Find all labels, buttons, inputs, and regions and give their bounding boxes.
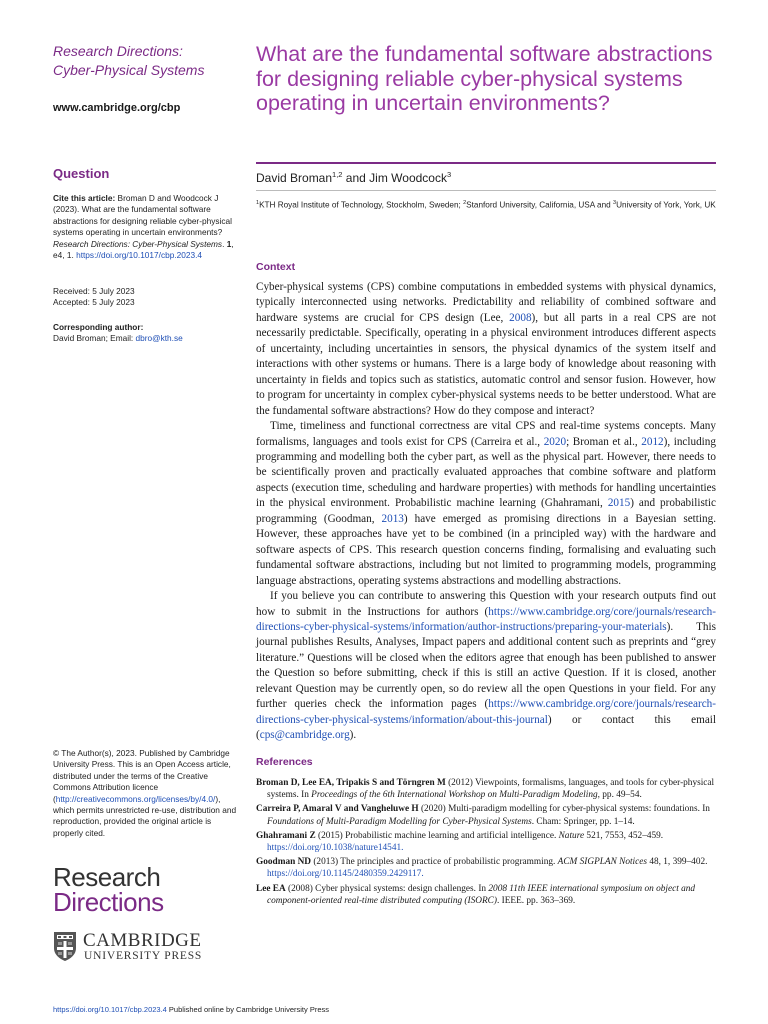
citation-vol-post: , e4, 1.	[53, 238, 234, 261]
aff-2: Stanford University, California, USA and	[466, 200, 613, 210]
citation-block	[53, 193, 243, 261]
author-1-sup: 1,2	[332, 170, 343, 179]
ref-venue: Foundations of Multi-Paradigm Modelling for Cyber-Physical Systems	[267, 816, 532, 827]
paragraph-2	[256, 419, 716, 589]
section-heading-references: References	[256, 756, 313, 768]
citation-vol-pre: .	[222, 238, 227, 249]
citation-label: Cite this article:	[53, 193, 116, 203]
cup-name: CAMBRIDGE	[83, 930, 202, 951]
article-type: Question	[53, 166, 110, 181]
rd-logo-line1: Research	[53, 862, 161, 892]
ref-text: (2013) The principles and practice of probabilistic programming.	[311, 857, 558, 868]
p2-text-c: ), including programming and modelling both the cyber part, as well as the physical part. However, there needs to be scientifically proven and practically evaluated approaches that combine software and platform aspects (execution time, scheduling and hardware properties) with methods for handling uncertainties in the physical environment. Probabilistic machine learning (Ghahramani,	[256, 435, 716, 510]
cite-lee-2008[interactable]: 2008	[509, 311, 532, 324]
p1-text-a: Cyber-physical systems (CPS) combine computations in embedded systems with physical dynamics, typically interconnected using networks. Predictability and reliability of combined software and hardware systems are crucial for CPS design (Lee,	[256, 281, 716, 324]
affiliations	[256, 197, 716, 212]
page-footer	[53, 1005, 329, 1014]
corresponding-email-link[interactable]: dbro@kth.se	[135, 333, 183, 344]
section-heading-context: Context	[256, 261, 296, 273]
received-date: Received: 5 July 2023	[53, 286, 135, 296]
author-2-sup: 3	[446, 170, 452, 179]
ref-authors: Lee EA	[256, 883, 286, 894]
contact-email-link[interactable]: cps@cambridge.org	[259, 729, 350, 742]
ref-doi-link[interactable]: https://doi.org/10.1145/2480359.2429117.	[267, 869, 424, 880]
about-journal-link[interactable]: https://www.cambridge.org/core/journals/research-directions-cyber-physical-systems/information/about-this-journal	[256, 698, 716, 726]
author-instructions-link[interactable]: https://www.cambridge.org/core/journals/research-directions-cyber-physical-systems/information/author-instructions/preparing-your-materials	[256, 605, 716, 633]
paragraph-1	[256, 280, 716, 419]
p2-text-d: ) and probabilistic programming (Goodman,	[256, 497, 716, 525]
p3-text-c: ) or contact this email (	[256, 713, 716, 742]
license-link[interactable]: http://creativecommons.org/licenses/by/4.0/	[55, 793, 216, 804]
citation-text: Broman D and Woodcock J (2023). What are the fundamental software abstractions for designing reliable cyber-physical systems operating in uncertain environments?	[53, 193, 232, 238]
aff-1: KTH Royal Institute of Technology, Stockholm, Sweden;	[259, 200, 464, 210]
aff-3-sup: 3	[613, 200, 617, 206]
reference-item	[256, 883, 716, 907]
citation-doi-link[interactable]: https://doi.org/10.1017/cbp.2023.4	[76, 250, 203, 261]
p3-text-b: ). This journal publishes Results, Analyses, Impact papers and additional content such as preprints and “grey literature.” Questions will be closed when the editors agree that enough has been published to answer the Question so before submitting, check if this is still an active Question. If it is closed, another relevant Question may be currently open, so do review all the open Questions in your field. For any further queries check the information pages (	[256, 620, 716, 711]
cite-broman-2012[interactable]: 2012	[641, 435, 664, 448]
p2-text-e: ) have emerged as promising directions in a Bayesian setting. However, these approaches have yet to be combined (in a principled way) with the hardware and software aspects of CPS. This research question concerns finding, formalising and evaluating such fundamental software abstractions, including but not limited to programming models, programming language abstractions, operating systems abstractions and modelling abstractions.	[256, 512, 716, 587]
ref-venue: 2008 11th IEEE international symposium on object and component-oriented real-time distributed computing (ISORC)	[267, 883, 696, 906]
rd-logo-line2: Directions	[53, 887, 164, 917]
cite-ghahramani-2015[interactable]: 2015	[607, 497, 631, 510]
ref-text: 48, 1, 399–402.	[647, 857, 708, 868]
p1-text-b: ), but all parts in a real CPS are not necessarily predictable. Specifically, operating in a physical environment introduces different aspects of uncertainty, including uncertainties in sensors, the physical dynamics of the system itself and interactions with other systems or humans. There is a large body of knowledge about reasoning with uncertainty in fields and topics such as statistics, automatic control and sensor fusion. However, how to program for uncertainty in complex cyber-physical systems needs to be better understood. What are the fundamental software abstractions? How do they compose and interact?	[256, 311, 716, 417]
reference-item	[256, 830, 716, 854]
footer-doi-link[interactable]: https://doi.org/10.1017/cbp.2023.4	[53, 1005, 167, 1014]
footer-text: Published online by Cambridge University Press	[166, 1005, 330, 1014]
ref-text: , pp. 49–54.	[597, 790, 642, 801]
p3-text-d: ).	[349, 729, 357, 742]
ref-doi-link[interactable]: https://doi.org/10.1038/nature14541.	[267, 843, 404, 854]
dates-block	[53, 286, 135, 309]
accepted-date: Accepted: 5 July 2023	[53, 297, 135, 308]
cite-carreira-2020[interactable]: 2020	[543, 435, 567, 448]
corresponding-author-block	[53, 322, 243, 345]
corresponding-label: Corresponding author:	[53, 322, 144, 332]
license-pre: © The Author(s), 2023. Published by Cambridge University Press. This is an Open Access article, distributed under the terms of the Creative Commons Attribution licence (	[53, 748, 231, 804]
ref-authors: Broman D, Lee EA, Tripakis S and Törngren M	[256, 778, 446, 788]
p3-text-a: If you believe you can contribute to answering this Question with your research outputs find out how to submit in the Instructions for authors (	[256, 590, 716, 618]
cup-press: UNIVERSITY PRESS	[84, 950, 203, 962]
reference-item	[256, 803, 716, 827]
reference-list	[256, 777, 716, 909]
ref-text: (2020) Multi-paradigm modelling for cyber-physical systems: foundations. In	[418, 804, 710, 815]
authors-and: and	[342, 171, 370, 185]
affiliation-divider	[256, 190, 716, 191]
reference-item	[256, 856, 716, 880]
ref-text: (2008) Cyber physical systems: design challenges. In	[285, 883, 489, 894]
aff-2-sup: 2	[463, 200, 467, 206]
citation-volume: 1	[226, 238, 232, 249]
ref-text: . Cham: Springer, pp. 1–14.	[531, 816, 635, 827]
ref-venue: Nature	[558, 830, 585, 841]
paragraph-3	[256, 589, 716, 744]
ref-authors: Ghahramani Z	[256, 830, 316, 841]
ref-text: (2012) Viewpoints, formalisms, languages, and tools for cyber-physical systems. In	[267, 778, 715, 801]
ref-text: . IEEE. pp. 363–369.	[496, 895, 576, 906]
article-title: What are the fundamental software abstractions for designing reliable cyber-physical systems operating in uncertain environments?	[256, 42, 713, 115]
journal-url[interactable]: www.cambridge.org/cbp	[53, 102, 181, 114]
corresponding-text: David Broman; Email:	[53, 333, 136, 344]
ref-text: 521, 7553, 452–459.	[584, 830, 664, 841]
aff-3: University of York, York, UK	[616, 200, 716, 210]
ref-text: (2015) Probabilistic machine learning and artificial intelligence.	[315, 830, 559, 841]
ref-authors: Carreira P, Amaral V and Vangheluwe H	[256, 804, 419, 815]
p2-text-a: Time, timeliness and functional correctness are vital CPS and real-time systems concepts. Many formalisms, languages and tools exist for CPS (Carreira et al.,	[256, 420, 716, 448]
reference-item	[256, 777, 716, 801]
cite-goodman-2013[interactable]: 2013	[381, 512, 404, 525]
author-1: David Broman	[256, 171, 333, 185]
author-2: Jim Woodcock	[369, 171, 447, 185]
cambridge-crest-icon	[53, 931, 77, 962]
title-divider	[256, 162, 716, 164]
authors-line	[256, 170, 451, 185]
research-directions-logo	[53, 862, 164, 917]
journal-name: Research Directions: Cyber-Physical Systems	[53, 43, 205, 78]
p2-text-b: ; Broman et al.,	[566, 435, 642, 448]
license-block	[53, 748, 241, 839]
ref-venue: ACM SIGPLAN Notices	[557, 857, 648, 868]
aff-1-sup: 1	[256, 200, 260, 206]
license-post: ), which permits unrestricted re-use, distribution and reproduction, provided the original article is properly cited.	[53, 793, 237, 838]
cambridge-press-logo	[53, 930, 243, 964]
ref-authors: Goodman ND	[256, 857, 312, 868]
ref-venue: Proceedings of the 6th International Workshop on Multi-Paradigm Modeling	[311, 790, 598, 801]
citation-journal: Research Directions: Cyber-Physical Systems	[53, 238, 223, 249]
body-text	[256, 280, 716, 744]
